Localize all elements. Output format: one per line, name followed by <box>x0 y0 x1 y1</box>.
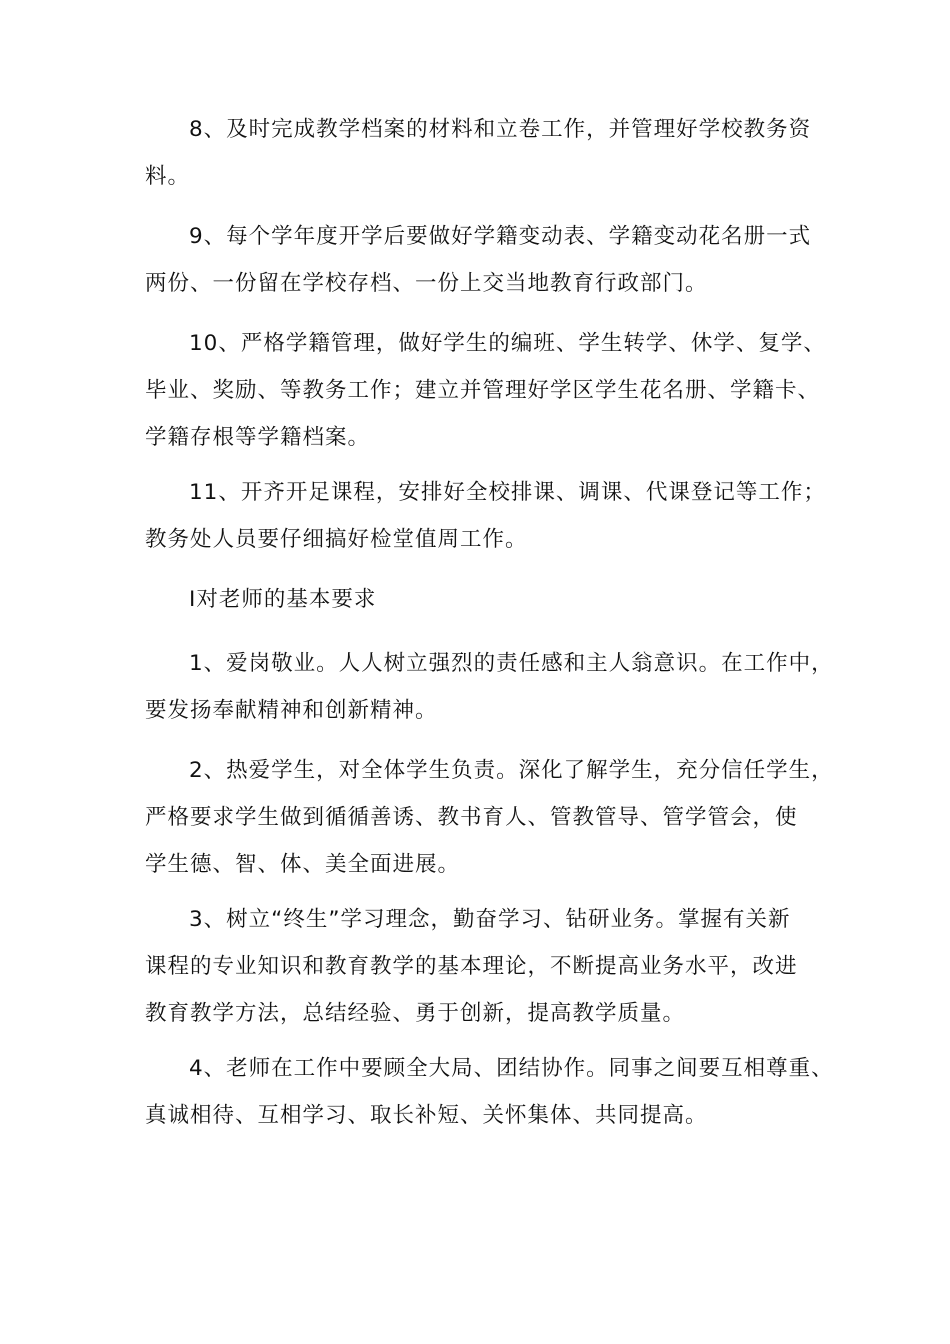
paragraph-requirement-1 <box>145 640 834 734</box>
paragraph-requirement-2 <box>145 747 834 888</box>
paragraph-item-8 <box>145 106 815 200</box>
text-line: 9、每个学年度开学后要做好学籍变动表、学籍变动花名册一式 <box>189 224 812 249</box>
text-line: 教务处人员要仔细搞好检堂值周工作。 <box>145 527 528 552</box>
text-line: 2、热爱学生，对全体学生负责。深化了解学生，充分信任学生， <box>189 758 834 783</box>
text-line: 8、及时完成教学档案的材料和立卷工作，并管理好学校教务资 <box>189 117 812 142</box>
text-line: 4、老师在工作中要顾全大局、团结协作。同事之间要互相尊重、 <box>189 1056 834 1081</box>
heading-text: I对老师的基本要求 <box>189 587 377 612</box>
paragraph-requirement-4 <box>145 1045 834 1139</box>
text-line: 3、树立“终生”学习理念，勤奋学习、钻研业务。掌握有关新 <box>189 907 791 932</box>
text-line: 毕业、奖励、等教务工作；建立并管理好学区学生花名册、学籍卡、 <box>145 378 821 403</box>
text-line: 真诚相待、互相学习、取长补短、关怀集体、共同提高。 <box>145 1103 708 1128</box>
text-line: 严格要求学生做到循循善诱、教书育人、管教管导、管学管会，使 <box>145 805 798 830</box>
text-line: 料。 <box>145 164 191 189</box>
text-line: 两份、一份留在学校存档、一份上交当地教育行政部门。 <box>145 271 708 296</box>
text-line: 1、爱岗敬业。人人树立强烈的责任感和主人翁意识。在工作中， <box>189 651 834 676</box>
paragraph-item-10 <box>145 320 826 461</box>
section-heading <box>145 576 815 623</box>
text-line: 课程的专业知识和教育教学的基本理论，不断提高业务水平，改进 <box>145 954 798 979</box>
text-line: 教育教学方法，总结经验、勇于创新，提高教学质量。 <box>145 1001 686 1026</box>
text-line: 11、开齐开足课程，安排好全校排课、调课、代课登记等工作； <box>189 480 826 505</box>
text-line: 学籍存根等学籍档案。 <box>145 425 371 450</box>
text-line: 要发扬奉献精神和创新精神。 <box>145 698 438 723</box>
paragraph-requirement-3 <box>145 896 815 1037</box>
text-line: 10、严格学籍管理，做好学生的编班、学生转学、休学、复学、 <box>189 331 826 356</box>
text-line: 学生德、智、体、美全面进展。 <box>145 852 461 877</box>
paragraph-item-11 <box>145 469 826 563</box>
paragraph-item-9 <box>145 213 815 307</box>
